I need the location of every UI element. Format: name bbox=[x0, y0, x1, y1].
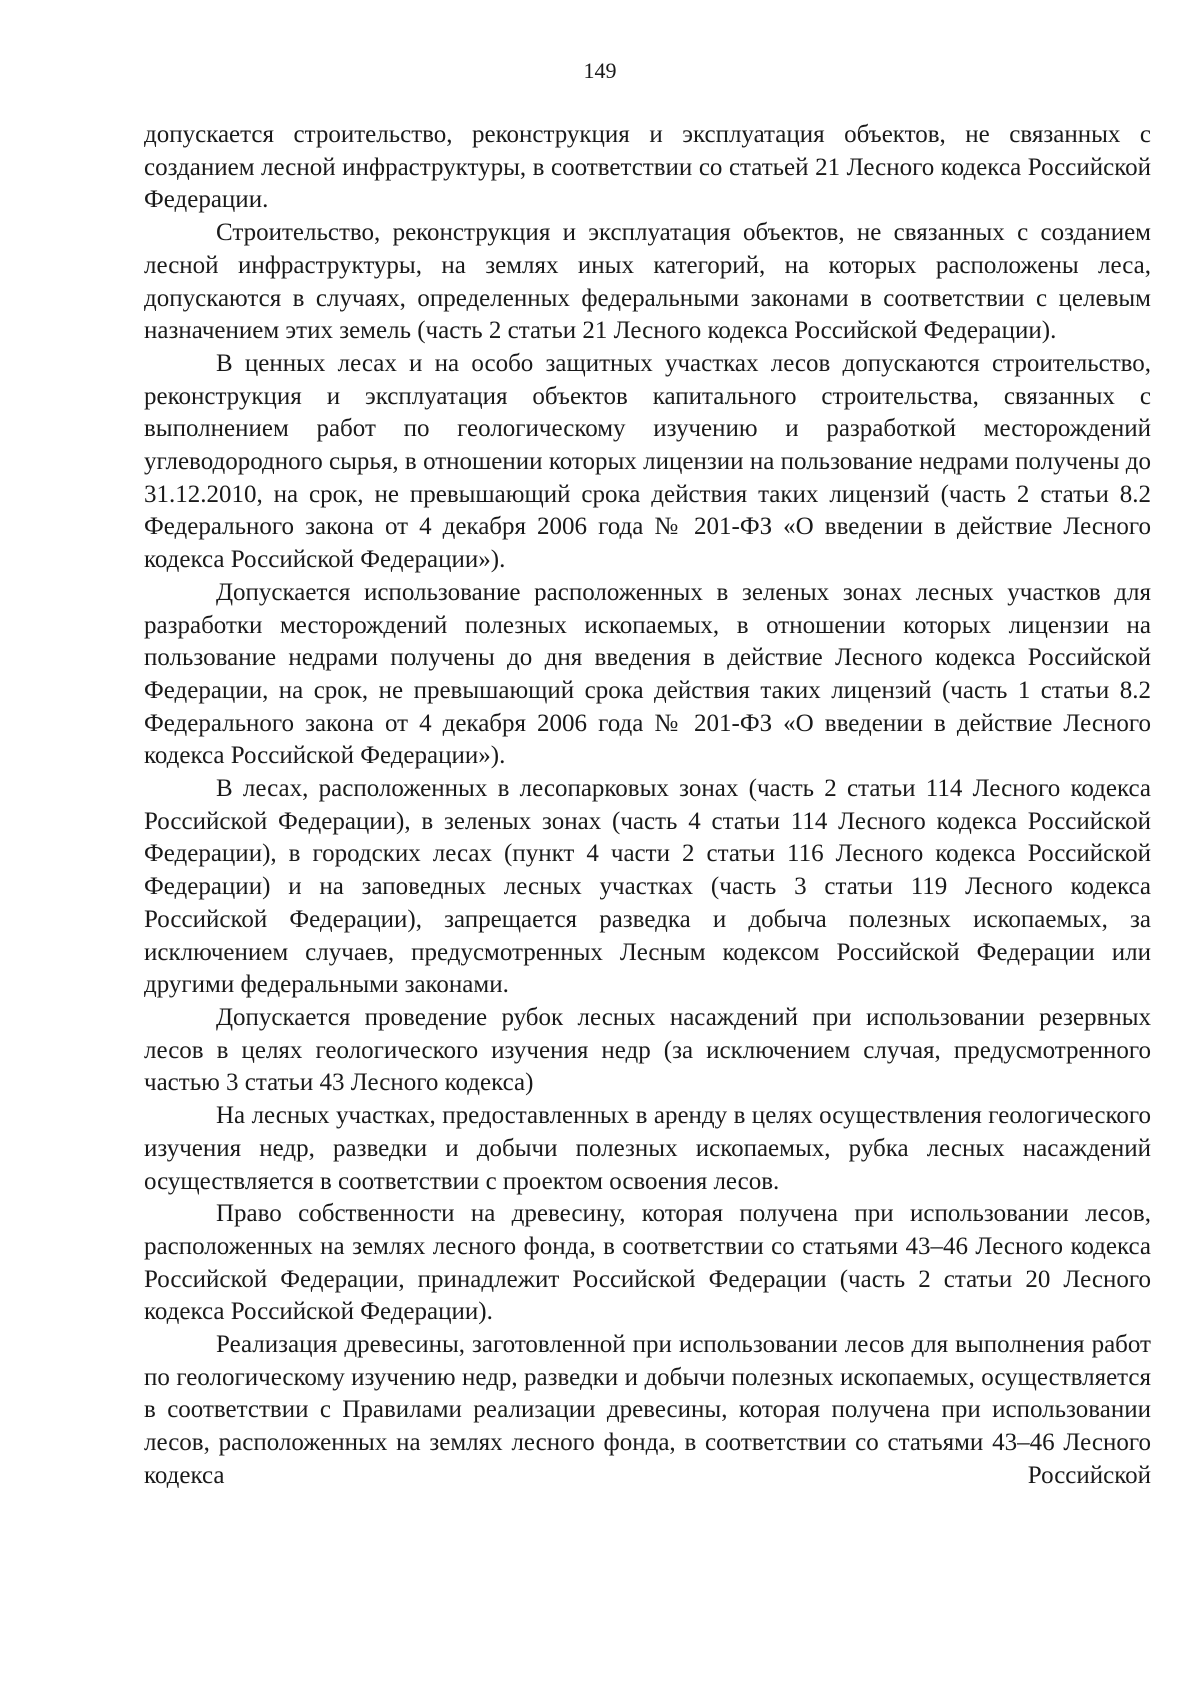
page-number: 149 bbox=[583, 58, 617, 83]
paragraph: Право собственности на древесину, которая получена при использовании лесов, расположенных на землях лесного фонда, в соответствии со статьями 43–46 Лесного кодекса Российской Федерации, принадлежит Российской Федерации (часть 2 статьи 20 Лесного кодекса Российской Федерации). bbox=[144, 1200, 1151, 1326]
paragraph: На лесных участках, предоставленных в аренду в целях осуществления геологического изучения недр, разведки и добычи полезных ископаемых, рубка лесных насаждений осуществляется в соответствии с проектом освоения лесов. bbox=[144, 1102, 1151, 1195]
document-body bbox=[144, 119, 1151, 1493]
paragraph: В лесах, расположенных в лесопарковых зонах (часть 2 статьи 114 Лесного кодекса Российской Федерации), в зеленых зонах (часть 4 статьи 114 Лесного кодекса Российской Федерации), в городских лесах (пункт 4 части 2 статьи 116 Лесного кодекса Российской Федерации) и на заповедных лесных участках (часть 3 статьи 119 Лесного кодекса Российской Федерации), запрещается разведка и добыча полезных ископаемых, за исключением случаев, предусмотренных Лесным кодексом Российской Федерации или другими федеральными законами. bbox=[144, 775, 1151, 999]
paragraph: Допускается использование расположенных в зеленых зонах лесных участков для разработки месторождений полезных ископаемых, в отношении которых лицензии на пользование недрами получены до дня введения в действие Лесного кодекса Российской Федерации, на срок, не превышающий срока действия таких лицензий (часть 1 статьи 8.2 Федерального закона от 4 декабря 2006 года № 201-ФЗ «О введении в действие Лесного кодекса Российской Федерации»). bbox=[144, 578, 1151, 770]
paragraph-continues: Реализация древесины, заготовленной при использовании лесов для выполнения работ по геологическому изучению недр, разведки и добычи полезных ископаемых, осуществляется в соответствии с Правилами реализации древесины, которая получена при использовании лесов, расположенных на землях лесного фонда, в соответствии со статьями 43–46 Лесного кодекса Российской bbox=[144, 1331, 1151, 1489]
paragraph: Строительство, реконструкция и эксплуатация объектов, не связанных с созданием лесной инфраструктуры, на землях иных категорий, на которых расположены леса, допускаются в случаях, определенных федеральными законами в соответствии с целевым назначением этих земель (часть 2 статьи 21 Лесного кодекса Российской Федерации). bbox=[144, 219, 1151, 345]
paragraph: В ценных лесах и на особо защитных участках лесов допускаются строительство, реконструкция и эксплуатация объектов капитального строительства, связанных с выполнением работ по геологическому изучению и разработкой месторождений углеводородного сырья, в отношении которых лицензии на пользование недрами получены до 31.12.2010, на срок, не превышающий срока действия таких лицензий (часть 2 статьи 8.2 Федерального закона от 4 декабря 2006 года № 201-ФЗ «О введении в действие Лесного кодекса Российской Федерации»). bbox=[144, 349, 1151, 574]
paragraph-continued: допускается строительство, реконструкция и эксплуатация объектов, не связанных с созданием лесной инфраструктуры, в соответствии со статьей 21 Лесного кодекса Российской Федерации. bbox=[144, 121, 1151, 214]
paragraph: Допускается проведение рубок лесных насаждений при использовании резервных лесов в целях геологического изучения недр (за исключением случая, предусмотренного частью 3 статьи 43 Лесного кодекса) bbox=[144, 1003, 1151, 1097]
